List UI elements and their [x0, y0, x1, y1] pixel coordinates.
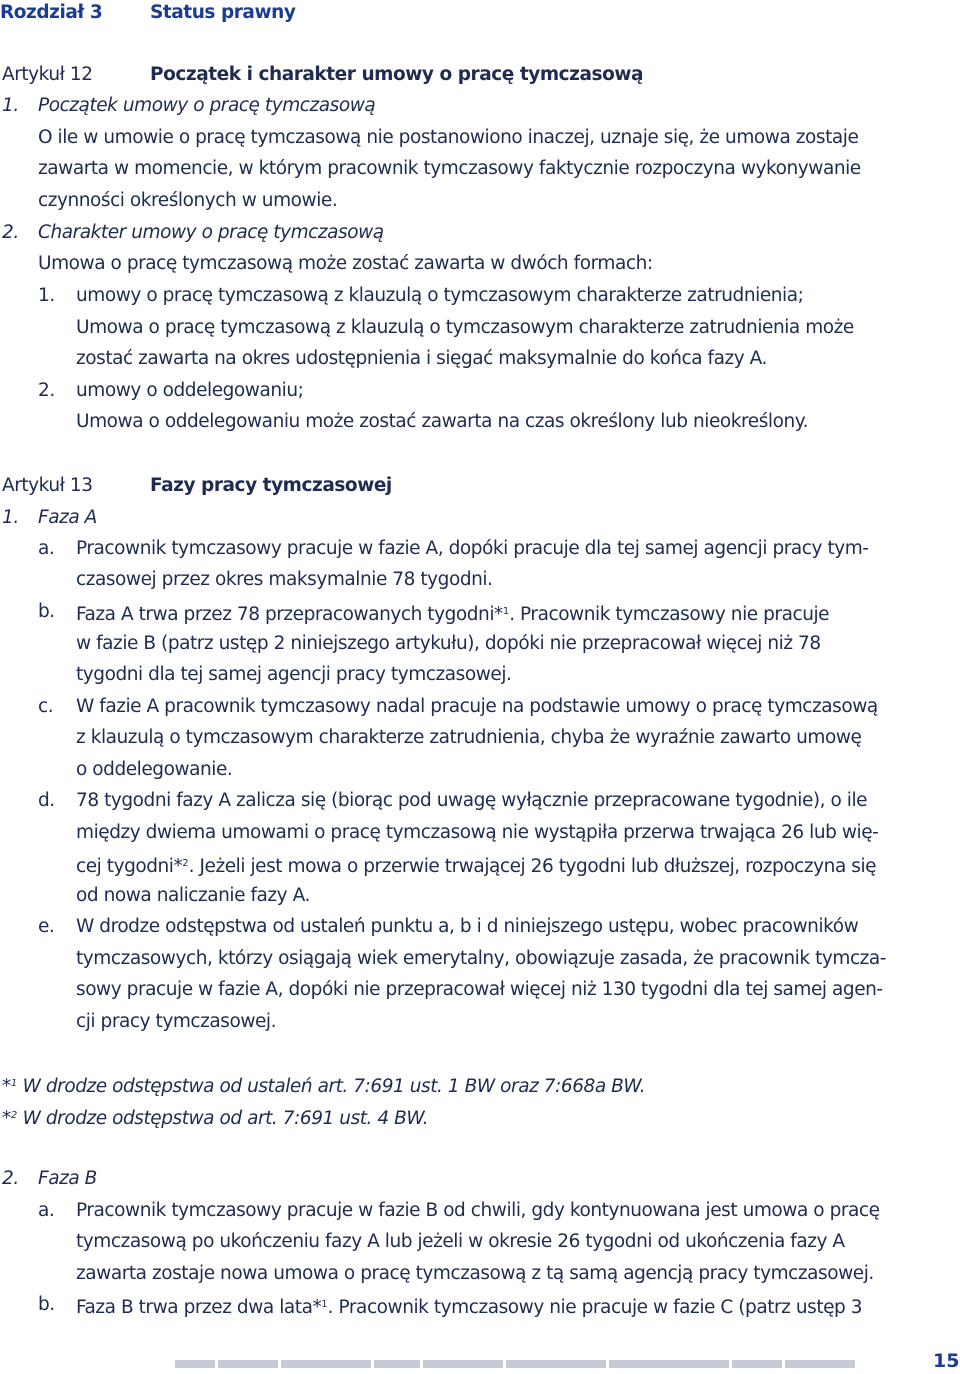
- footer-decoration: [175, 1353, 885, 1363]
- section-heading: Faza B: [38, 1168, 97, 1189]
- section-number: 1.: [2, 95, 19, 116]
- list-marker: e.: [38, 916, 55, 937]
- paragraph-line: W fazie A pracownik tymczasowy nadal pracuje na podstawie umowy o pracę tymczasową: [76, 696, 878, 717]
- paragraph-line: Pracownik tymczasowy pracuje w fazie A, dopóki pracuje dla tej samej agencji pracy tym-: [76, 538, 869, 559]
- article-12-label: Artykuł 12: [2, 64, 93, 85]
- list-item-heading: umowy o pracę tymczasową z klauzulą o tymczasowym charakterze zatrudnienia;: [76, 285, 804, 306]
- footnote-1: *$^1$ W drodze odstępstwa od ustaleń art. 7:691 ust. 1 BW oraz 7:668a BW.: [2, 1076, 646, 1097]
- paragraph-line: tymczasowych, którzy osiągają wiek emerytalny, obowiązuje zasada, że pracownik tymcza-: [76, 948, 887, 969]
- article-13-label: Artykuł 13: [2, 475, 93, 496]
- footnote-ref: 2: [182, 858, 189, 869]
- paragraph-line: Umowa o pracę tymczasową z klauzulą o tymczasowym charakterze zatrudnienia może: [76, 317, 854, 338]
- list-marker: a.: [38, 1200, 55, 1221]
- list-marker: d.: [38, 790, 55, 811]
- paragraph-line: tymczasową po ukończeniu fazy A lub jeżeli w okresie 26 tygodni od ukończenia fazy A: [76, 1231, 845, 1252]
- paragraph-line: cej tygodni*$^2$. Jeżeli jest mowa o przerwie trwającej 26 tygodni lub dłuższej, rozpoczyna się: [76, 856, 877, 877]
- paragraph-line: zawarta w momencie, w którym pracownik tymczasowy faktycznie rozpoczyna wykonywanie: [38, 158, 861, 179]
- paragraph-line: Umowa o oddelegowaniu może zostać zawarta na czas określony lub nieokreślony.: [76, 411, 809, 432]
- paragraph-line: Umowa o pracę tymczasową może zostać zawarta w dwóch formach:: [38, 253, 653, 274]
- section-number: 1.: [2, 507, 19, 528]
- paragraph-line: od nowa naliczanie fazy A.: [76, 885, 310, 906]
- list-item-heading: umowy o oddelegowaniu;: [76, 380, 304, 401]
- section-heading: Charakter umowy o pracę tymczasową: [38, 222, 384, 243]
- list-marker: b.: [38, 601, 55, 622]
- paragraph-line: Faza B trwa przez dwa lata*$^1$. Pracownik tymczasowy nie pracuje w fazie C (patrz ustęp 3: [76, 1297, 863, 1318]
- paragraph-line: z klauzulą o tymczasowym charakterze zatrudnienia, chyba że wyraźnie zawarto umowę: [76, 727, 862, 748]
- list-marker: b.: [38, 1294, 55, 1315]
- section-heading: Faza A: [38, 507, 97, 528]
- article-12-title: Początek i charakter umowy o pracę tymczasową: [150, 64, 644, 85]
- list-marker: c.: [38, 696, 54, 717]
- list-marker: 2.: [38, 380, 55, 401]
- section-number: 2.: [2, 222, 19, 243]
- paragraph-line: cji pracy tymczasowej.: [76, 1011, 277, 1032]
- paragraph-line: 78 tygodni fazy A zalicza się (biorąc pod uwagę wyłącznie przepracowane tygodnie), o ile: [76, 790, 868, 811]
- paragraph-line: zostać zawarta na okres udostępnienia i sięgać maksymalnie do końca fazy A.: [76, 348, 767, 369]
- paragraph-line: Faza A trwa przez 78 przepracowanych tygodni*$^1$. Pracownik tymczasowy nie pracuje: [76, 604, 830, 625]
- list-marker: a.: [38, 538, 55, 559]
- paragraph-line: w fazie B (patrz ustęp 2 niniejszego artykułu), dopóki nie przepracował więcej niż 78: [76, 633, 821, 654]
- paragraph-line: zawarta zostaje nowa umowa o pracę tymczasową z tą samą agencją pracy tymczasowej.: [76, 1263, 874, 1284]
- paragraph-line: czasowej przez okres maksymalnie 78 tygodni.: [76, 569, 493, 590]
- footnote-2: *$^2$ W drodze odstępstwa od art. 7:691 ust. 4 BW.: [2, 1108, 429, 1129]
- paragraph-line: W drodze odstępstwa od ustaleń punktu a, b i d niniejszego ustępu, wobec pracowników: [76, 916, 859, 937]
- footnote-ref: 1: [321, 1299, 328, 1310]
- paragraph-line: O ile w umowie o pracę tymczasową nie postanowiono inaczej, uznaje się, że umowa zostaje: [38, 127, 859, 148]
- paragraph-line: Pracownik tymczasowy pracuje w fazie B od chwili, gdy kontynuowana jest umowa o pracę: [76, 1200, 880, 1221]
- page-number: 15: [933, 1350, 960, 1372]
- section-number: 2.: [2, 1168, 19, 1189]
- paragraph-line: między dwiema umowami o pracę tymczasową nie wystąpiła przerwa trwająca 26 lub wię-: [76, 822, 879, 843]
- paragraph-line: o oddelegowanie.: [76, 759, 233, 780]
- chapter-label: Rozdział 3: [0, 2, 103, 23]
- section-heading: Początek umowy o pracę tymczasową: [38, 95, 376, 116]
- article-13-title: Fazy pracy tymczasowej: [150, 475, 392, 496]
- list-marker: 1.: [38, 285, 55, 306]
- footnote-ref: 1: [502, 606, 510, 617]
- paragraph-line: czynności określonych w umowie.: [38, 190, 338, 211]
- chapter-title: Status prawny: [150, 2, 296, 23]
- paragraph-line: tygodni dla tej samej agencji pracy tymczasowej.: [76, 664, 512, 685]
- paragraph-line: sowy pracuje w fazie A, dopóki nie przepracował więcej niż 130 tygodni dla tej samej agen-: [76, 979, 883, 1000]
